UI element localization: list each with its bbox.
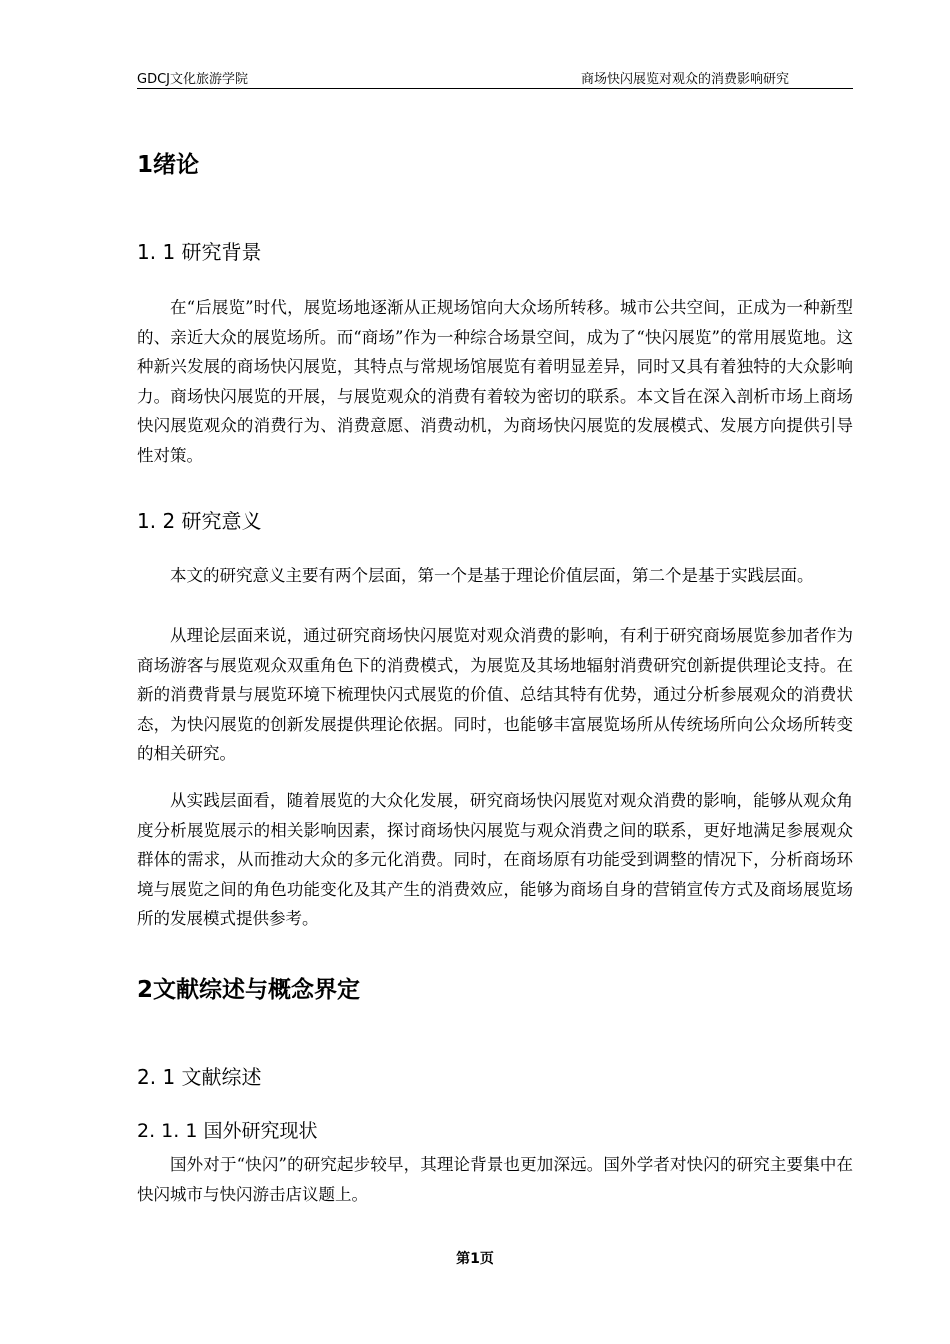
header-thesis-title: 商场快闪展览对观众的消费影响研究 xyxy=(580,72,789,87)
header-divider xyxy=(137,88,853,89)
section-1-2-paragraph-3: 从实践层面看，随着展览的大众化发展，研究商场快闪展览对观众消费的影响，能够从观众角度分析展览展示的相关影响因素，探讨商场快闪展览与观众消费之间的联系，更好地满足参展观众群体的需求，从而推动大众的多元化消费。同时，在商场原有功能受到调整的情况下，分析商场环境与展览之间的角色功能变化及其产生的消费效应，能够为商场自身的营销宣传方式及商场展览场所的发展模式提供参考。 xyxy=(137,791,853,928)
header-institution: GDCJ文化旅游学院 xyxy=(137,72,248,87)
section-1-2-paragraph-1: 本文的研究意义主要有两个层面，第一个是基于理论价值层面，第二个是基于实践层面。 xyxy=(170,566,814,585)
chapter-1-title: 1绪论 xyxy=(137,152,200,178)
section-2-1-1-title: 2. 1. 1 国外研究现状 xyxy=(137,1120,318,1142)
page-number: 第1页 xyxy=(456,1251,494,1267)
section-2-1-1-paragraph: 国外对于“快闪”的研究起步较早，其理论背景也更加深远。国外学者对快闪的研究主要集中在快闪城市与快闪游击店议题上。 xyxy=(137,1155,853,1204)
section-2-1-title: 2. 1 文献综述 xyxy=(137,1065,262,1089)
chapter-2-title: 2文献综述与概念界定 xyxy=(137,977,361,1003)
section-1-1-paragraph: 在“后展览”时代，展览场地逐渐从正规场馆向大众场所转移。城市公共空间，正成为一种新型的、亲近大众的展览场所。而“商场”作为一种综合场景空间，成为了“快闪展览”的常用展览地。这种新兴发展的商场快闪展览，其特点与常规场馆展览有着明显差异，同时又具有着独特的大众影响力。商场快闪展览的开展，与展览观众的消费有着较为密切的联系。本文旨在深入剖析市场上商场快闪展览观众的消费行为、消费意愿、消费动机，为商场快闪展览的发展模式、发展方向提供引导性对策。 xyxy=(137,298,853,465)
section-1-2-title: 1. 2 研究意义 xyxy=(137,509,262,533)
section-1-2-paragraph-2: 从理论层面来说，通过研究商场快闪展览对观众消费的影响，有利于研究商场展览参加者作为商场游客与展览观众双重角色下的消费模式，为展览及其场地辐射消费研究创新提供理论支持。在新的消费背景与展览环境下梳理快闪式展览的价值、总结其特有优势，通过分析参展观众的消费状态，为快闪展览的创新发展提供理论依据。同时，也能够丰富展览场所从传统场所向公众场所转变的相关研究。 xyxy=(137,626,853,763)
running-header xyxy=(137,66,853,88)
section-1-1-title: 1. 1 研究背景 xyxy=(137,240,262,264)
